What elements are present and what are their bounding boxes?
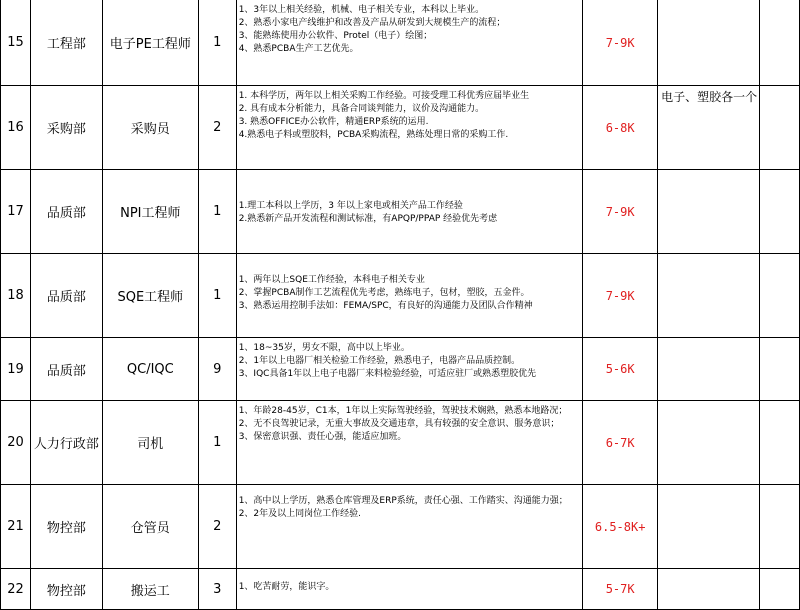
requirement-line: 3、保密意识强、责任心强，能适应加班。 [238, 432, 407, 442]
requirement-line: 3、熟悉运用控制手法如：FEMA/SPC，有良好的沟通能力及团队合作精神 [238, 301, 533, 311]
table-row [1, 170, 800, 254]
row-number: 22 [1, 569, 31, 610]
empty-cell [760, 254, 800, 338]
empty-cell [760, 86, 800, 170]
requirement-line: 2、无不良驾驶记录，无重大事故及交通违章，具有较强的安全意识、服务意识； [238, 419, 560, 429]
note-cell [658, 0, 760, 86]
empty-cell [760, 401, 800, 485]
position-cell: 采购员 [102, 86, 198, 170]
requirement-line: 1、18~35岁，男女不限，高中以上毕业。 [238, 343, 410, 353]
requirements-cell [236, 569, 583, 610]
position-cell: 司机 [102, 401, 198, 485]
salary-cell: 6-7K [583, 401, 658, 485]
row-number: 21 [1, 485, 31, 569]
requirement-line: 3. 熟悉OFFICE办公软件，精通ERP系统的运用. [238, 117, 429, 127]
requirement-line: 2、2年及以上同岗位工作经验. [238, 509, 362, 519]
requirements-cell [236, 170, 583, 254]
note-cell [658, 485, 760, 569]
requirements-cell [236, 0, 583, 86]
requirements-cell [236, 401, 583, 485]
note-cell [658, 338, 760, 401]
note-cell [658, 569, 760, 610]
headcount-cell: 2 [198, 485, 236, 569]
row-number: 17 [1, 170, 31, 254]
requirement-line: 4.熟悉电子料或塑胶料，PCBA采购流程，熟练处理日常的采购工作. [238, 130, 509, 140]
requirement-line: 2. 具有成本分析能力，具备合同谈判能力，议价及沟通能力。 [238, 104, 485, 114]
requirement-line: 2、1年以上电器厂相关检验工作经验，熟悉电子，电器产品品质控制。 [238, 356, 521, 366]
position-cell: QC/IQC [102, 338, 198, 401]
row-number: 16 [1, 86, 31, 170]
department-cell: 品质部 [30, 338, 102, 401]
department-cell: 采购部 [30, 86, 102, 170]
table-row [1, 254, 800, 338]
position-cell: SQE工程师 [102, 254, 198, 338]
salary-cell: 5-7K [583, 569, 658, 610]
requirement-line: 1. 本科学历，两年以上相关采购工作经验。可接受理工科优秀应届毕业生 [238, 91, 530, 101]
table-row [1, 401, 800, 485]
headcount-cell: 1 [198, 254, 236, 338]
headcount-cell: 2 [198, 86, 236, 170]
requirement-line: 3、能熟练使用办公软件、Protel（电子）绘图； [238, 31, 433, 41]
department-cell: 工程部 [30, 0, 102, 86]
headcount-cell: 1 [198, 170, 236, 254]
row-number: 19 [1, 338, 31, 401]
department-cell: 物控部 [30, 485, 102, 569]
department-cell: 物控部 [30, 569, 102, 610]
requirement-line: 1.理工本科以上学历，3 年以上家电或相关产品工作经验 [238, 201, 463, 211]
row-number: 15 [1, 0, 31, 86]
salary-cell: 6.5-8K+ [583, 485, 658, 569]
requirements-cell [236, 86, 583, 170]
headcount-cell: 1 [198, 401, 236, 485]
empty-cell [760, 0, 800, 86]
salary-cell: 7-9K [583, 170, 658, 254]
salary-cell: 5-6K [583, 338, 658, 401]
row-number: 20 [1, 401, 31, 485]
empty-cell [760, 569, 800, 610]
headcount-cell: 3 [198, 569, 236, 610]
row-number: 18 [1, 254, 31, 338]
requirement-line: 1、3年以上相关经验，机械、电子相关专业，本科以上毕业。 [238, 5, 485, 15]
requirements-cell [236, 338, 583, 401]
requirement-line: 1、高中以上学历，熟悉仓库管理及ERP系统，责任心强、工作踏实、沟通能力强； [238, 496, 568, 506]
department-cell: 品质部 [30, 254, 102, 338]
empty-cell [760, 485, 800, 569]
table-row [1, 0, 800, 86]
requirement-line: 2、熟悉小家电产线维护和改善及产品从研发到大规模生产的流程； [238, 18, 506, 28]
headcount-cell: 1 [198, 0, 236, 86]
position-cell: 搬运工 [102, 569, 198, 610]
salary-cell: 7-9K [583, 254, 658, 338]
requirement-line: 4、熟悉PCBA生产工艺优先。 [238, 44, 359, 54]
table-row [1, 485, 800, 569]
requirement-line: 1、吃苦耐劳，能识字。 [238, 582, 335, 592]
table-row [1, 86, 800, 170]
note-cell [658, 401, 760, 485]
headcount-cell: 9 [198, 338, 236, 401]
note-cell [658, 254, 760, 338]
department-cell: 人力行政部 [30, 401, 102, 485]
requirement-line: 2.熟悉新产品开发流程和测试标准，有APQP/PPAP 经验优先考虑 [238, 214, 498, 224]
position-cell: 仓管员 [102, 485, 198, 569]
note-cell [658, 170, 760, 254]
note-cell: 电子、塑胶各一个 [658, 86, 760, 170]
department-cell: 品质部 [30, 170, 102, 254]
empty-cell [760, 170, 800, 254]
position-cell: 电子PE工程师 [102, 0, 198, 86]
requirement-line: 2、掌握PCBA制作工艺流程优先考虑，熟练电子，包材，塑胶，五金件。 [238, 288, 530, 298]
requirement-line: 1、年龄28-45岁，C1本，1年以上实际驾驶经验，驾驶技术娴熟，熟悉本地路况； [238, 406, 568, 416]
salary-cell: 6-8K [583, 86, 658, 170]
table-row [1, 569, 800, 610]
table-row [1, 338, 800, 401]
requirement-line: 3、IQC具备1年以上电子电器厂来料检验经验，可适应驻厂或熟悉塑胶优先 [238, 369, 537, 379]
position-cell: NPI工程师 [102, 170, 198, 254]
salary-cell: 7-9K [583, 0, 658, 86]
empty-cell [760, 338, 800, 401]
requirement-line: 1、两年以上SQE工作经验，本科电子相关专业 [238, 275, 425, 285]
requirements-cell [236, 485, 583, 569]
requirements-cell [236, 254, 583, 338]
